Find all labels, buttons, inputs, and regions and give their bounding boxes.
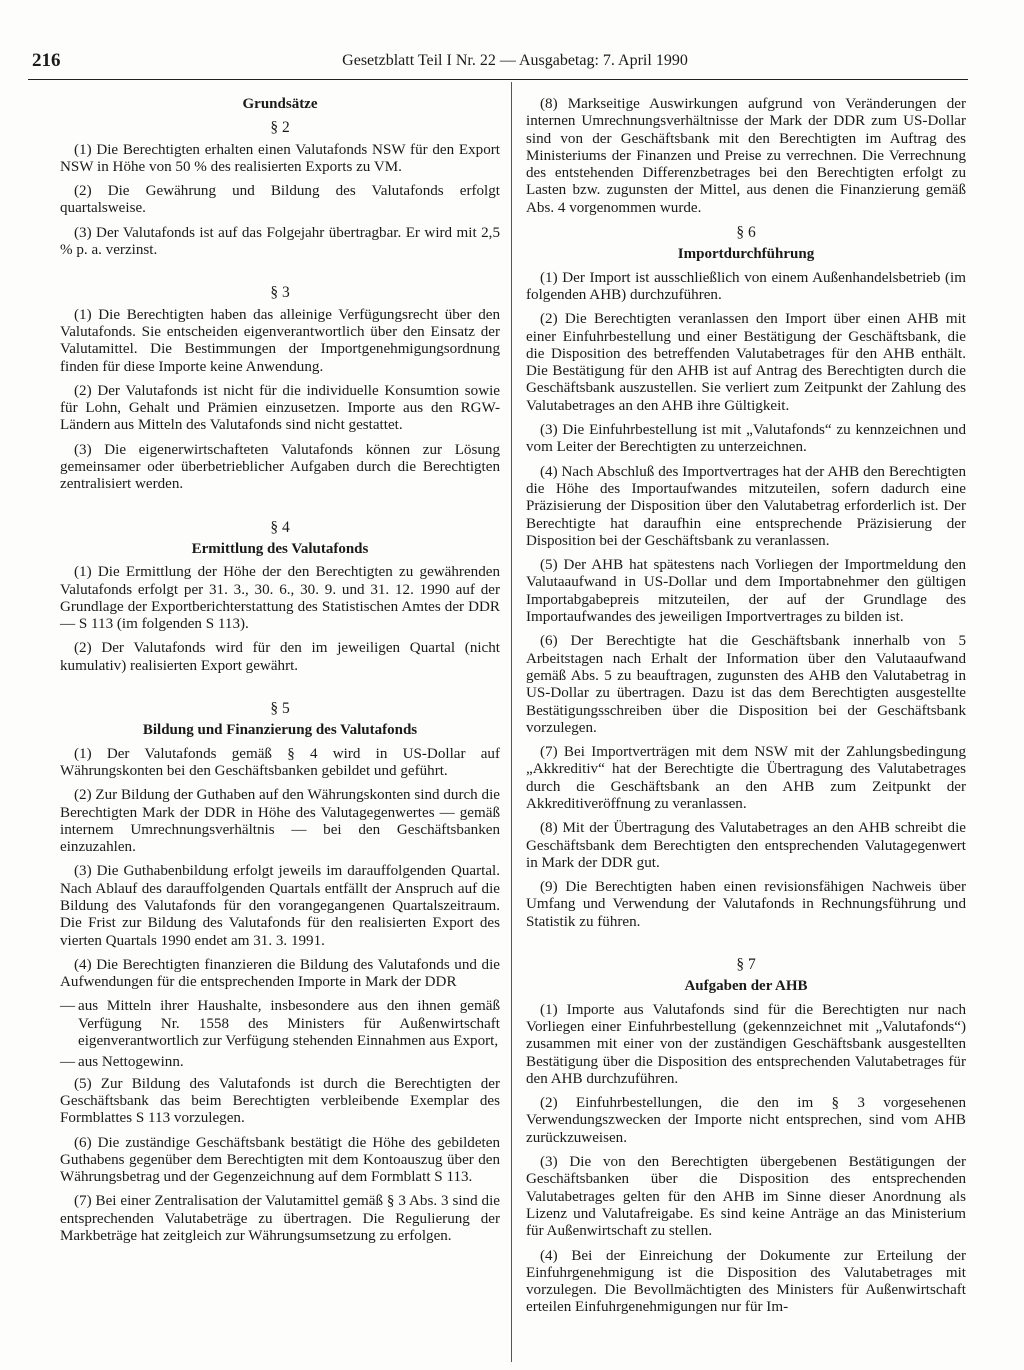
running-title: Gesetzblatt Teil I Nr. 22 — Ausgabetag: 7. April 1990 <box>342 52 688 69</box>
column-divider <box>511 82 512 1362</box>
paragraph: (1) Die Berechtigten haben das alleinige Verfügungsrecht über den Valutafonds. Sie entscheiden eigenverantwortlich über den Einsatz der Valutamittel. Die Bestimmungen der Importgenehmigungsordnung finden für diese Importe keine Anwendung. <box>60 306 500 375</box>
paragraph: (2) Zur Bildung der Guthaben auf den Währungskonten sind durch die Berechtigten Mark der DDR in Höhe des Valutagegenwertes — gemäß internem Umrechnungsverhältnis — bei den Geschäftsbanken einzuzahlen. <box>60 787 500 856</box>
left-column <box>60 96 500 1252</box>
paragraph: (1) Der Import ist ausschließlich von einem Außenhandelsbetrieb (im folgenden AHB) durchzuführen. <box>526 269 966 303</box>
list-item-text: aus Mitteln ihrer Haushalte, insbesondere aus den ihnen gemäß Verfügung Nr. 1558 des Ministers für Außenwirtschaft eigenverantwortlich zur Verfügung stehenden Einnahmen aus Export, <box>78 998 500 1050</box>
paragraph: (4) Bei der Einreichung der Dokumente zur Erteilung der Einfuhrgenehmigung ist die Disposition des Valutabetrages mit vorzulegen. Die Bevollmächtigten des Ministers für Außenwirtschaft erteilen Einfuhrgenehmigungen nur für Im- <box>526 1247 966 1316</box>
heading-grundsaetze: Grundsätze <box>242 96 318 112</box>
header-rule <box>28 79 968 80</box>
paragraph: (4) Nach Abschluß des Importvertrages hat der AHB den Berechtigten die Höhe des Importaufwandes mitzuteilen, sofern dadurch eine Präzisierung der Disposition über den Valutabetrag erforderlich ist. Der Berechtigte hat daraufhin eine entsprechende Präzisierung der Disposition bei der Geschäftsbank zu veranlassen. <box>526 463 966 549</box>
section-7: § 7 <box>736 956 756 974</box>
dash-marker: — <box>60 1054 76 1071</box>
paragraph: (2) Der Valutafonds ist nicht für die individuelle Konsumtion sowie für Lohn, Gehalt und Prämien einzusetzen. Importe aus den RGW-Ländern aus Mitteln des Valutafonds sind nicht gestattet. <box>60 382 500 434</box>
heading-bildung: Bildung und Finanzierung des Valutafonds <box>142 722 418 739</box>
section-5: § 5 <box>270 700 290 718</box>
paragraph: (3) Die Einfuhrbestellung ist mit „Valutafonds“ zu kennzeichnen und vom Leiter der Berechtigten zu unterzeichnen. <box>526 422 966 456</box>
paragraph: (3) Die Guthabenbildung erfolgt jeweils im darauffolgenden Quartal. Nach Ablauf des darauffolgenden Quartals entfällt der Anspruch auf die Bildung des Valutafonds für den vorangegangenen Quartalszeitraum. Die Frist zur Bildung des Valutafonds für den realisierten Export des vierten Quartals 1990 endet am 31. 3. 1991. <box>60 863 500 949</box>
section-2: § 2 <box>270 119 290 137</box>
paragraph: (5) Der AHB hat spätestens nach Vorliegen der Importmeldung den Valutaaufwand in US-Dollar und dem Importabnehmer den gültigen Importabgabepreis mitzuteilen, der auf der Grundlage des Importaufwandes des jeweiligen Importvertrages zu bilden ist. <box>526 557 966 626</box>
section-6: § 6 <box>736 224 756 242</box>
paragraph: (4) Die Berechtigten finanzieren die Bildung des Valutafonds und die Aufwendungen für die entsprechenden Importe in Mark der DDR <box>60 956 500 991</box>
dash-marker: — <box>60 998 76 1015</box>
right-column <box>526 96 966 1324</box>
section-4: § 4 <box>270 518 290 536</box>
paragraph: (8) Mit der Übertragung des Valutabetrages an den AHB schreibt die Geschäftsbank dem Berechtigten den entsprechenden Valutagegenwert in Mark der DDR gut. <box>526 820 966 871</box>
paragraph: (1) Importe aus Valutafonds sind für die Berechtigten nur nach Vorliegen einer Einfuhrbestellung (gekennzeichnet mit „Valutafonds“) zusammen mit einer von der zuständigen Geschäftsbank ausgestellten Bestätigung über die Disposition des entsprechenden Valutabetrages für den AHB durchzuführen. <box>526 1001 966 1087</box>
paragraph: (2) Die Berechtigten veranlassen den Import über einen AHB mit einer Einfuhrbestellung und einer Bestätigung der Geschäftsbank, die die Disposition des betreffenden Valutabetrages für den AHB enthält. Die Bestätigung für den AHB ist auf Antrag des Berechtigten durch die Geschäftsbank auszustellen. Sie verliert zum Zeitpunkt der Zahlung des Valutabetrages an den AHB ihre Gültigkeit. <box>526 311 966 414</box>
paragraph: (2) Der Valutafonds wird für den im jeweiligen Quartal (nicht kumulativ) realisierten Export gewährt. <box>60 640 500 674</box>
section-3: § 3 <box>270 284 290 302</box>
heading-importdurchfuehrung: Importdurchführung <box>677 246 815 263</box>
page-number: 216 <box>32 50 61 71</box>
paragraph: (2) Einfuhrbestellungen, die den im § 3 vorgesehenen Verwendungszwecken der Importe nicht entsprechen, sind vom AHB zurückzuweisen. <box>526 1095 966 1146</box>
heading-aufgaben: Aufgaben der AHB <box>684 978 808 995</box>
paragraph: (2) Die Gewährung und Bildung des Valutafonds erfolgt quartalsweise. <box>60 183 500 217</box>
paragraph: (6) Der Berechtigte hat die Geschäftsbank innerhalb von 5 Arbeitstagen nach Erhalt der Information über den Valutaaufwand gemäß Abs. 5 zu beauftragen, zugunsten des AHB den Valutabetrag in US-Dollar zu übertragen. Dazu ist das dem Berechtigten ausgestellte Bestätigungsschreiben über die Disposition bei der Geschäftsbank vorzulegen. <box>526 633 966 736</box>
list-item-text: aus Nettogewinn. <box>78 1054 184 1071</box>
paragraph: (7) Bei einer Zentralisation der Valutamittel gemäß § 3 Abs. 3 sind die entsprechenden Valutabeträge zu übertragen. Die Regulierung der Markbeträge hat zeitgleich zur Währungsumsetzung zu erfolgen. <box>60 1193 500 1245</box>
heading-ermittlung: Ermittlung des Valutafonds <box>191 540 369 557</box>
paragraph: (1) Die Berechtigten erhalten einen Valutafonds NSW für den Export NSW in Höhe von 50 % des realisierten Exports zu VM. <box>60 141 500 175</box>
list-item <box>60 998 500 1050</box>
paragraph: (1) Die Ermittlung der Höhe der den Berechtigten zu gewährenden Valutafonds erfolgt per 31. 3., 30. 6., 30. 9. und 31. 12. 1990 auf der Grundlage der Exportberichterstattung des Statistischen Amtes der DDR — S 113 (im folgenden S 113). <box>60 564 500 633</box>
paragraph: (5) Zur Bildung des Valutafonds ist durch die Berechtigten der Geschäftsbank das beim Berechtigten verbleibende Exemplar des Formblattes S 113 vorzulegen. <box>60 1075 500 1127</box>
paragraph: (3) Die eigenerwirtschafteten Valutafonds können zur Lösung gemeinsamer oder überbetrieblicher Aufgaben durch die Berechtigten zentralisiert werden. <box>60 441 500 493</box>
paragraph: (7) Bei Importverträgen mit dem NSW mit der Zahlungsbedingung „Akkreditiv“ hat der Berechtigte die Übertragung des Valutabetrages durch die Geschäftsbank an den AHB zum Zeitpunkt der Akkreditiveröffnung zu veranlassen. <box>526 744 966 812</box>
paragraph: (3) Der Valutafonds ist auf das Folgejahr übertragbar. Er wird mit 2,5 % p. a. verzinst. <box>60 224 500 259</box>
paragraph: (9) Die Berechtigten haben einen revisionsfähigen Nachweis über Umfang und Verwendung der Valutafonds in Rechnungsführung und Statistik zu führen. <box>526 879 966 930</box>
paragraph: (1) Der Valutafonds gemäß § 4 wird in US-Dollar auf Währungskonten bei den Geschäftsbanken gebildet und geführt. <box>60 745 500 779</box>
list-item <box>60 1054 500 1071</box>
page-header <box>32 50 998 74</box>
paragraph: (8) Markseitige Auswirkungen aufgrund von Veränderungen der internen Umrechnungsverhältnisse der Mark der DDR zum US-Dollar sind von der Geschäftsbank mit den Berechtigten im Auftrag des Ministeriums der Finanzen und Preise zu verrechnen. Die Verrechnung des entstehenden Differenzbetrages bei den Berechtigten erfolgt zu Lasten bzw. zugunsten der Mittel, aus denen die Finanzierung gemäß Abs. 4 vorgenommen wurde. <box>526 96 966 216</box>
paragraph: (6) Die zuständige Geschäftsbank bestätigt die Höhe des gebildeten Guthabens gegenüber dem Berechtigten mit dem Kontoauszug über den Währungsbetrag und der Gegenzeichnung auf dem Formblatt S 113. <box>60 1134 500 1186</box>
paragraph: (3) Die von den Berechtigten übergebenen Bestätigungen der Geschäftsbanken über die Disposition des entsprechenden Valutabetrages gelten für den AHB im Sinne dieser Anordnung als Lizenz und Valutafreigabe. Es sind keine Anträge an das Ministerium für Außenwirtschaft zu stellen. <box>526 1154 966 1240</box>
